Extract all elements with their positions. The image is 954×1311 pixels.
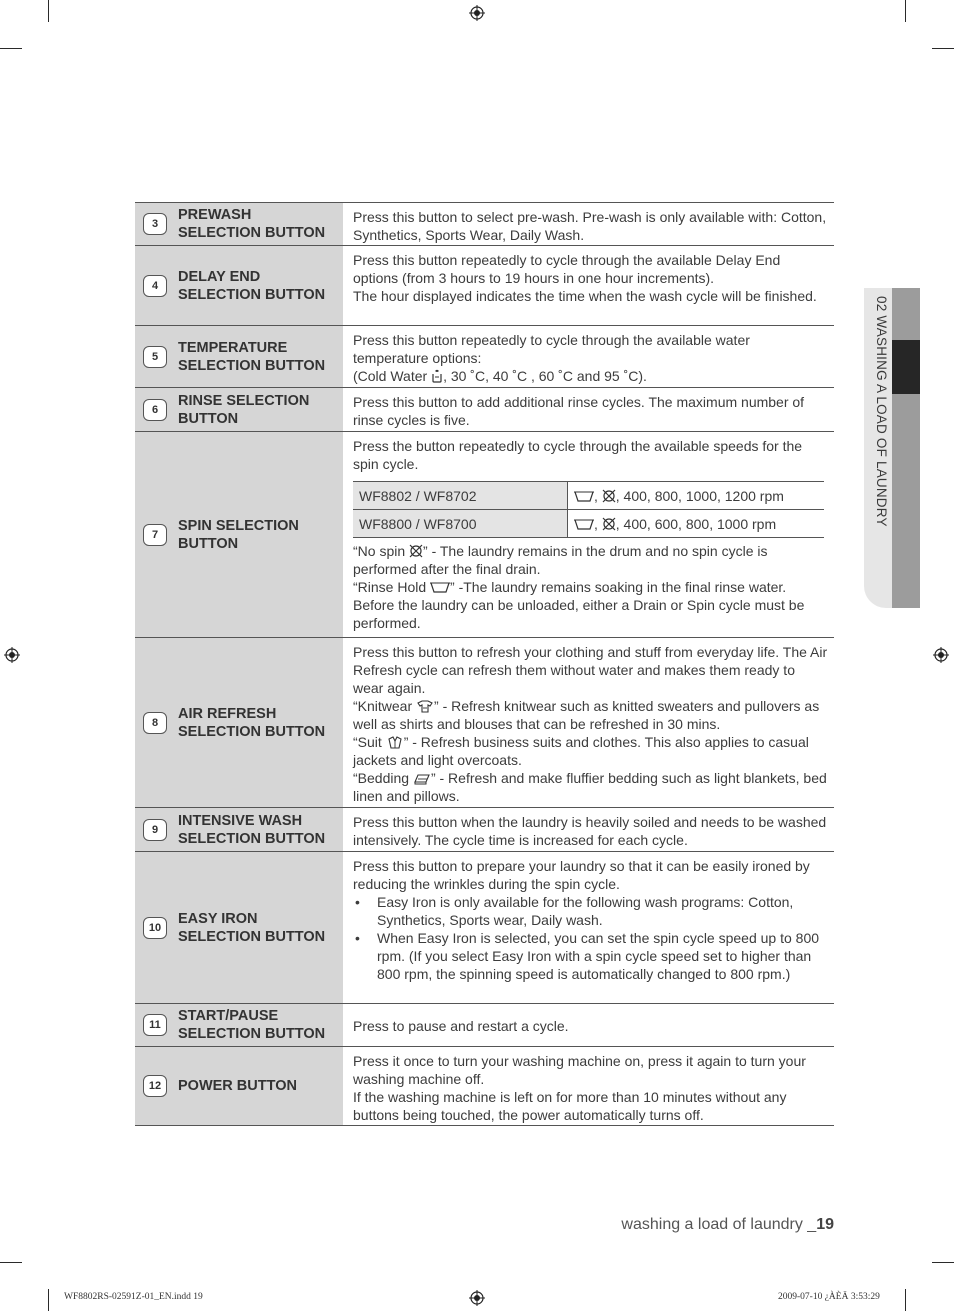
table-row	[135, 638, 834, 808]
button-name: RINSE SELECTION BUTTON	[178, 392, 310, 427]
button-description: Press this button repeatedly to cycle through the available water temperature options: (Cold Water , 30 ˚C, 40 ˚C , 60 ˚C and 95 ˚C).	[353, 332, 750, 384]
list-item: • When Easy Iron is selected, you can set the spin cycle speed up to 800 rpm. (If you select Easy Iron with a spin cycle speed set to higher than 800 rpm, the spinning speed is automatically changed to 800 rpm.)	[353, 929, 828, 983]
button-description: Press this button when the laundry is heavily soiled and needs to be washed intensively. The cycle time is increased for each cycle.	[353, 814, 827, 848]
crop-mark	[932, 48, 954, 49]
registration-mark-icon	[469, 1290, 485, 1306]
page-number: 19	[816, 1216, 834, 1233]
no-spin-icon	[602, 517, 616, 531]
item-number: 6	[143, 399, 167, 421]
button-description: Press it once to turn your washing machine on, press it again to turn your washing machine off. If the washing machine is left on for more than 10 minutes without any buttons being touched, the power automatically turns off.	[353, 1053, 806, 1123]
bedding-icon	[413, 772, 431, 785]
table-row	[135, 326, 834, 388]
item-number: 4	[143, 275, 167, 297]
button-name: START/PAUSE SELECTION BUTTON	[178, 1008, 326, 1042]
item-number: 7	[143, 524, 167, 546]
bullet-list	[353, 893, 828, 983]
crop-mark	[48, 1289, 49, 1311]
section-name: washing a load of laundry _	[621, 1216, 817, 1233]
model-cell: WF8802 / WF8702	[353, 482, 568, 510]
table-row	[353, 510, 824, 538]
button-description: Press this button to select pre-wash. Pre-wash is only available with: Cotton, Synthetics, Sports Wear, Daily Wash.	[353, 209, 827, 243]
print-slug-file: WF8802RS-02591Z-01_EN.indd 19	[64, 1292, 203, 1302]
chapter-side-tab	[864, 288, 920, 608]
crop-mark	[0, 1262, 22, 1263]
table-row	[135, 1004, 834, 1047]
crop-mark	[0, 48, 22, 49]
table-row	[353, 482, 824, 510]
page-footer	[621, 1216, 834, 1234]
button-description: Press this button to prepare your laundry so that it can be easily ironed by reducing the wrinkles during the spin cycle. • Easy Iron is only available for the following wash programs: Cotton, Synthetics, Sports wear, Daily wash. • When Easy Iron is selected, you can set the spin cycle speed up to 800 rpm. (If you select Easy Iron with a spin cycle speed set to higher than 800 rpm, the spinning speed is automatically changed to 800 rpm.)	[343, 852, 834, 1003]
button-description: Press this button to add additional rinse cycles. The maximum number of rinse cycles is five.	[353, 394, 805, 428]
registration-mark-icon	[469, 5, 485, 21]
button-name: EASY IRON SELECTION BUTTON	[178, 910, 326, 945]
crop-mark	[905, 0, 906, 22]
table-row	[135, 432, 834, 638]
rinse-hold-icon	[430, 581, 450, 594]
button-description: Press to pause and restart a cycle.	[353, 1017, 569, 1034]
speed-cell: , , 400, 800, 1000, 1200 rpm	[568, 482, 825, 510]
button-description: Press this button to refresh your clothing and stuff from everyday life. The Air Refresh cycle can refresh them without water and makes them ready to wear again. “Knitwear ” - Refresh knitwear such as knitted sweaters and pullovers as well as shirts and blouses that can be refreshed in 30 mins. “Suit ” - Refresh business suits and clothes. This also applies to casual jackets and light overcoats. “Bedding ” - Refresh and make fluffier bedding such as light blankets, bed linen and pillows.	[353, 644, 828, 804]
knitwear-icon	[416, 700, 434, 713]
print-slug-date: 2009-07-10 ¿ÀÈÄ 3:53:29	[778, 1292, 880, 1302]
table-row	[135, 808, 834, 852]
button-description-table	[135, 202, 834, 1126]
item-number: 8	[143, 712, 167, 734]
spin-speed-table	[353, 481, 824, 538]
button-name: AIR REFRESH SELECTION BUTTON	[178, 705, 326, 740]
item-number: 12	[143, 1075, 167, 1097]
item-number: 10	[143, 917, 167, 939]
crop-mark	[932, 1262, 954, 1263]
button-name: TEMPERATURE SELECTION BUTTON	[178, 339, 326, 374]
table-row	[135, 1047, 834, 1126]
button-name: POWER BUTTON	[178, 1078, 297, 1094]
rinse-hold-icon	[574, 518, 594, 531]
table-row	[135, 203, 834, 246]
rinse-hold-icon	[574, 490, 594, 503]
list-item: • Easy Iron is only available for the following wash programs: Cotton, Synthetics, Sports wear, Daily wash.	[353, 893, 828, 929]
registration-mark-icon	[4, 647, 20, 663]
chapter-title: 02 WASHING A LOAD OF LAUNDRY	[874, 296, 889, 527]
item-number: 3	[143, 213, 167, 235]
cold-water-icon	[431, 369, 443, 383]
table-row	[135, 852, 834, 1004]
button-name: DELAY END SELECTION BUTTON	[178, 268, 326, 303]
table-row	[135, 388, 834, 432]
button-name: SPIN SELECTION BUTTON	[178, 517, 299, 552]
item-number: 5	[143, 346, 167, 368]
no-spin-icon	[409, 544, 423, 558]
button-description: Press this button repeatedly to cycle through the available Delay End options (from 3 hours to 19 hours in one hour increments). The hour displayed indicates the time when the wash cycle will be finished.	[353, 252, 817, 304]
registration-mark-icon	[933, 647, 949, 663]
button-name: PREWASH SELECTION BUTTON	[178, 207, 326, 241]
table-row	[135, 246, 834, 326]
button-name: INTENSIVE WASH SELECTION BUTTON	[178, 812, 326, 847]
crop-mark	[905, 1289, 906, 1311]
speed-cell: , , 400, 600, 800, 1000 rpm	[568, 510, 825, 538]
item-number: 11	[143, 1014, 167, 1036]
crop-mark	[48, 0, 49, 22]
no-spin-icon	[602, 489, 616, 503]
suit-icon	[386, 736, 404, 749]
item-number: 9	[143, 819, 167, 841]
model-cell: WF8800 / WF8700	[353, 510, 568, 538]
button-description: Press the button repeatedly to cycle through the available speeds for the spin cycle. WF8802 / WF8702 , , 400, 800, 1000, 1200 rpm WF8800 / WF8700 , , 400, 600, 800, 1000 rpm “No spin ” - The laundry remains in the drum and no spin cycle is performed after the final drain. “Rinse Hold ” -The laundry remains soaking in the final rinse water. Before the laundry can be unloaded, either a Drain or Spin cycle must be performed.	[343, 432, 834, 637]
